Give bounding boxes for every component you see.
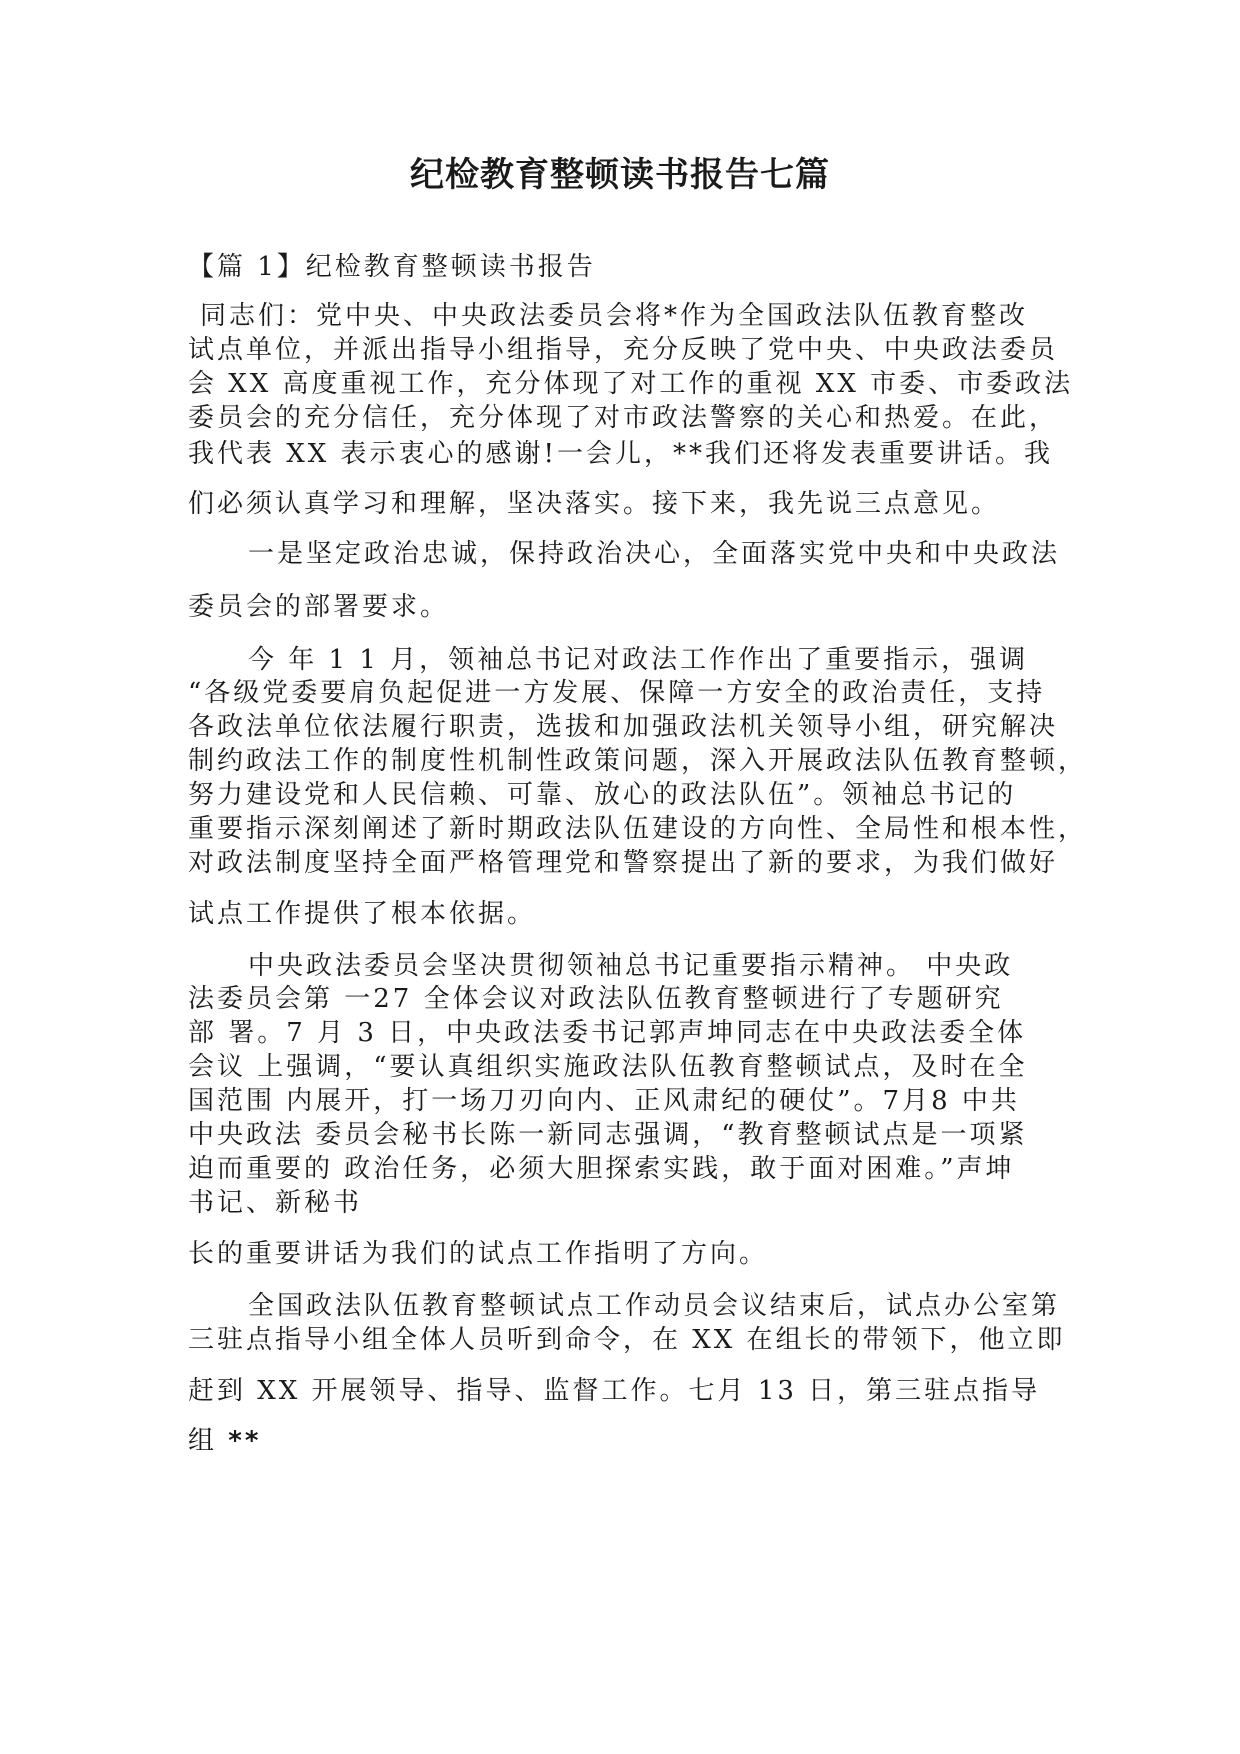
paragraph-line: 制约政法工作的制度性机制性政策问题，深入开展政法队伍教育整顿， bbox=[188, 746, 1088, 776]
paragraph-line: 各政法单位依法履行职责，选拔和加强政法机关领导小组，研究解决 bbox=[188, 712, 1059, 742]
paragraph-line: 我代表 XX 表示衷心的感谢!一会儿，**我们还将发表重要讲话。我 bbox=[188, 439, 1053, 469]
paragraph-line: 们必须认真学习和理解，坚决落实。接下来，我先说三点意见。 bbox=[188, 489, 1001, 519]
paragraph-line: 国范围 内展开，打一场刀刃向内、正风肃纪的硬仗”。7月8 中共 bbox=[188, 1086, 1020, 1116]
paragraph-line: 委员会的充分信任，充分体现了对市政法警察的关心和热爱。在此， bbox=[188, 403, 1059, 433]
paragraph-line: 赶到 XX 开展领导、指导、监督工作。七月 13 日，第三驻点指导 bbox=[188, 1376, 1041, 1406]
paragraph-line: 委员会的部署要求。 bbox=[188, 592, 450, 622]
paragraph-line: 一是坚定政治忠诚，保持政治决心，全面落实党中央和中央政法 bbox=[248, 539, 1061, 569]
paragraph-line: 会 XX 高度重视工作，充分体现了对工作的重视 XX 市委、市委政法 bbox=[188, 369, 1074, 399]
paragraph-line: 中央政法委员会坚决贯彻领袖总书记重要指示精神。 中央政 bbox=[248, 951, 1014, 981]
paragraph-line: 同志们：党中央、中央政法委员会将*作为全国政法队伍教育整改 bbox=[200, 301, 1029, 331]
paragraph-line: 三驻点指导小组全体人员听到命令，在 XX 在组长的带领下，他立即 bbox=[188, 1325, 1066, 1355]
paragraph-line: 努力建设党和人民信赖、可靠、放心的政法队伍”。领袖总书记的 bbox=[188, 780, 1017, 810]
paragraph-line: 重要指示深刻阐述了新时期政法队伍建设的方向性、全局性和根本性， bbox=[188, 814, 1088, 844]
paragraph-line: 会议 上强调，“要认真组织实施政法队伍教育整顿试点，及时在全 bbox=[188, 1052, 1028, 1082]
section-heading: 【篇 1】纪检教育整顿读书报告 bbox=[188, 252, 596, 282]
paragraph-line: 对政法制度坚持全面严格管理党和警察提出了新的要求，为我们做好 bbox=[188, 848, 1059, 878]
paragraph-line bbox=[188, 1421, 1068, 1461]
paragraph-line: 迫而重要的 政治任务，必须大胆探索实践，敢于面对困难。”声坤 bbox=[188, 1154, 1015, 1184]
paragraph-line: 今 年 1 1 月，领袖总书记对政法工作作出了重要指示，强调 bbox=[248, 645, 1029, 675]
paragraph-line: 部 署。7 月 3 日，中央政法委书记郭声坤同志在中央政法委全体 bbox=[188, 1018, 1027, 1048]
paragraph-line: 试点工作提供了根本依据。 bbox=[188, 899, 537, 929]
paragraph-line: 书记、新秘书 bbox=[188, 1188, 363, 1218]
paragraph-line: 长的重要讲话为我们的试点工作指明了方向。 bbox=[188, 1239, 769, 1269]
paragraph-line-text: 组 bbox=[188, 1426, 229, 1456]
paragraph-line: 中央政法 委员会秘书长陈一新同志强调，“教育整顿试点是一项紧 bbox=[188, 1120, 1028, 1150]
paragraph-line: 全国政法队伍教育整顿试点工作动员会议结束后，试点办公室第 bbox=[248, 1291, 1061, 1321]
paragraph-line: “各级党委要肩负起促进一方发展、保障一方安全的政治责任，支持 bbox=[188, 678, 1046, 708]
document-title: 纪检教育整顿读书报告七篇 bbox=[410, 155, 830, 195]
paragraph-line: 法委员会第 一27 全体会议对政法队伍教育整顿进行了专题研究 bbox=[188, 984, 1004, 1014]
redacted-marker: ** bbox=[228, 1426, 262, 1456]
paragraph-line: 试点单位，并派出指导小组指导，充分反映了党中央、中央政法委员 bbox=[188, 335, 1059, 365]
